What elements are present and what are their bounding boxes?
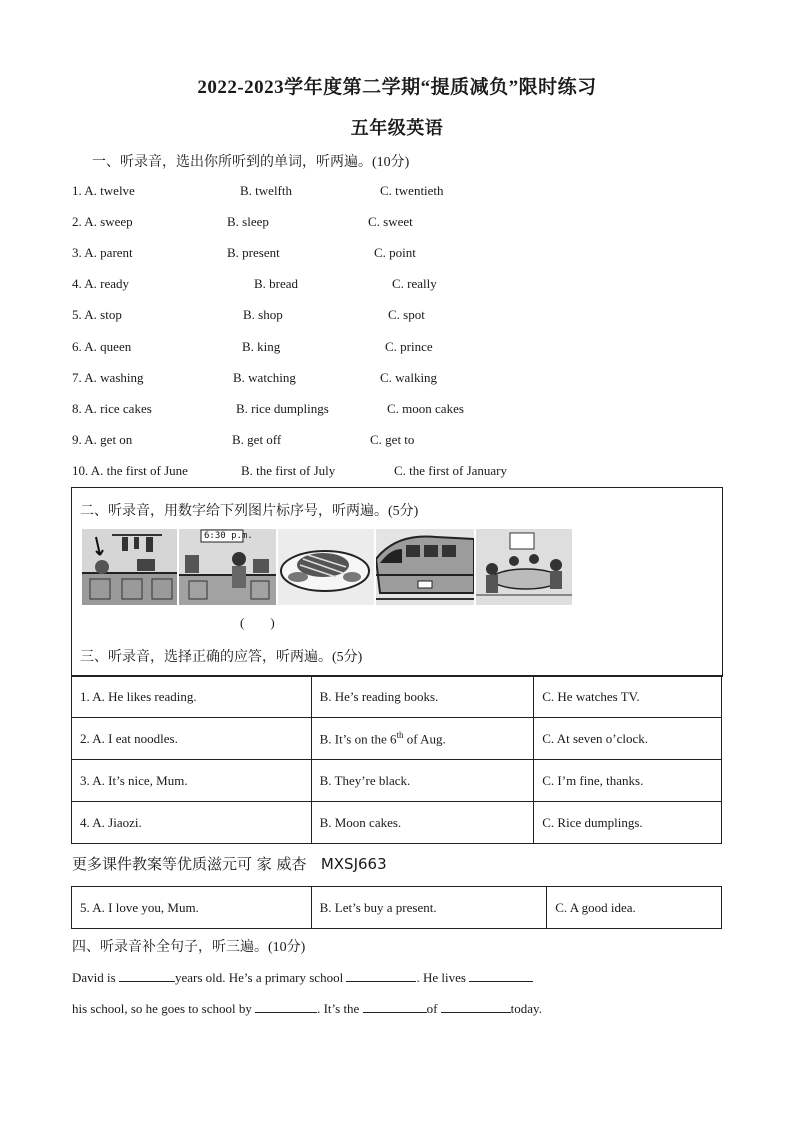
option-a: 6. A. queen	[72, 339, 132, 354]
option-b: B. bread	[254, 276, 299, 291]
option-b: B. Moon cakes.	[311, 802, 534, 844]
option-b: B. They’re black.	[311, 760, 534, 802]
option-b: B. watching	[233, 370, 296, 385]
option-c: C. spot	[388, 307, 425, 322]
option-b: B. Let’s buy a present.	[311, 887, 547, 929]
section2-box	[71, 487, 723, 677]
section1-heading: 一、听录音，选出你所听到的单词，听两遍。(10分)	[92, 155, 410, 170]
option-c: C. really	[392, 276, 437, 291]
sentence-text: . He lives	[416, 970, 470, 985]
option-c: C. walking	[380, 370, 438, 385]
option-b: B. king	[242, 339, 281, 354]
option-c: C. Rice dumplings.	[534, 802, 722, 844]
option-c: C. sweet	[368, 214, 413, 229]
option-c: C. prince	[385, 339, 433, 354]
option-c: C. At seven o’clock.	[534, 718, 722, 760]
section3-table-row5	[71, 886, 722, 929]
option-b: B. He’s reading books.	[311, 676, 534, 718]
table-row	[72, 887, 722, 929]
sentence-text: David is	[72, 970, 119, 985]
option-b: B. twelfth	[240, 183, 292, 198]
option-c: C. point	[374, 245, 416, 260]
option-a: 3. A. parent	[72, 245, 133, 260]
option-c: C. get to	[370, 432, 415, 447]
answer-parentheses[interactable]: ( )	[240, 615, 275, 630]
sentence-text: years old. He’s a primary school	[174, 970, 347, 985]
option-a: 1. A. twelve	[72, 183, 135, 198]
answer-blank[interactable]	[469, 968, 533, 982]
option-a: 10. A. the first of June	[72, 463, 188, 478]
sentence-text: . It’s the	[317, 1001, 363, 1016]
ordinal-suffix: th	[396, 729, 404, 740]
option-a: 4. A. ready	[72, 276, 130, 291]
option-a: 2. A. sweep	[72, 214, 133, 229]
section2-heading: 二、听录音，用数字给下列图片标序号，听两遍。(5分)	[80, 504, 419, 519]
fill-sentence-2	[72, 999, 542, 1017]
option-b: B. present	[227, 245, 280, 260]
answer-blank[interactable]	[363, 999, 427, 1013]
section3-heading: 三、听录音，选择正确的应答，听两遍。(5分)	[80, 650, 363, 665]
train-picture	[376, 529, 474, 605]
kitchen-picture	[82, 529, 177, 605]
option-c: C. the first of January	[394, 463, 508, 478]
option-a: 9. A. get on	[72, 432, 133, 447]
section4-heading: 四、听录音补全句子，听三遍。(10分)	[72, 940, 306, 955]
option-b: B. shop	[243, 307, 283, 322]
section3-table	[71, 675, 722, 844]
answer-blank[interactable]	[255, 999, 317, 1013]
option-b: B. sleep	[227, 214, 269, 229]
picture-strip	[82, 529, 572, 605]
table-row	[72, 718, 722, 760]
sentence-text: his school, so he goes to school by	[72, 1001, 256, 1016]
option-a: 2. A. I eat noodles.	[72, 718, 312, 760]
clock-label: 6:30 p.m.	[204, 531, 253, 541]
answer-blank[interactable]	[346, 968, 416, 982]
food-picture	[278, 529, 374, 605]
option-a: 1. A. He likes reading.	[72, 676, 312, 718]
option-c: C. twentieth	[380, 183, 444, 198]
option-b: B. the first of July	[241, 463, 336, 478]
fill-sentence-1	[72, 968, 533, 986]
sentence-text: today.	[510, 1001, 542, 1016]
page-subtitle: 五年级英语	[350, 118, 444, 138]
option-b: B. rice dumplings	[236, 401, 329, 416]
option-a: 7. A. washing	[72, 370, 144, 385]
table-row	[72, 760, 722, 802]
table-row	[72, 676, 722, 718]
watermark-note: 更多课件教案等优质滋元可 家 威杏 MXSJ663	[72, 855, 387, 873]
family-dinner-picture	[476, 529, 572, 605]
option-c: C. He watches TV.	[534, 676, 722, 718]
option-c: C. I’m fine, thanks.	[534, 760, 722, 802]
evening-picture	[179, 529, 276, 605]
table-row	[72, 802, 722, 844]
option-a: 5. A. I love you, Mum.	[72, 887, 312, 929]
answer-blank[interactable]	[441, 999, 511, 1013]
page-title: 2022-2023学年度第二学期“提质减负”限时练习	[197, 77, 597, 98]
option-a: 5. A. stop	[72, 307, 122, 322]
option-a: 3. A. It’s nice, Mum.	[72, 760, 312, 802]
option-a: 4. A. Jiaozi.	[72, 802, 312, 844]
option-b	[311, 718, 534, 760]
option-a: 8. A. rice cakes	[72, 401, 152, 416]
sentence-text: of	[426, 1001, 441, 1016]
option-b: B. get off	[232, 432, 282, 447]
option-c: C. moon cakes	[387, 401, 464, 416]
option-b-text-end: of Aug.	[403, 731, 446, 747]
option-c: C. A good idea.	[547, 887, 722, 929]
option-b-text: B. It’s on the 6	[319, 731, 397, 747]
answer-blank[interactable]	[119, 968, 175, 982]
